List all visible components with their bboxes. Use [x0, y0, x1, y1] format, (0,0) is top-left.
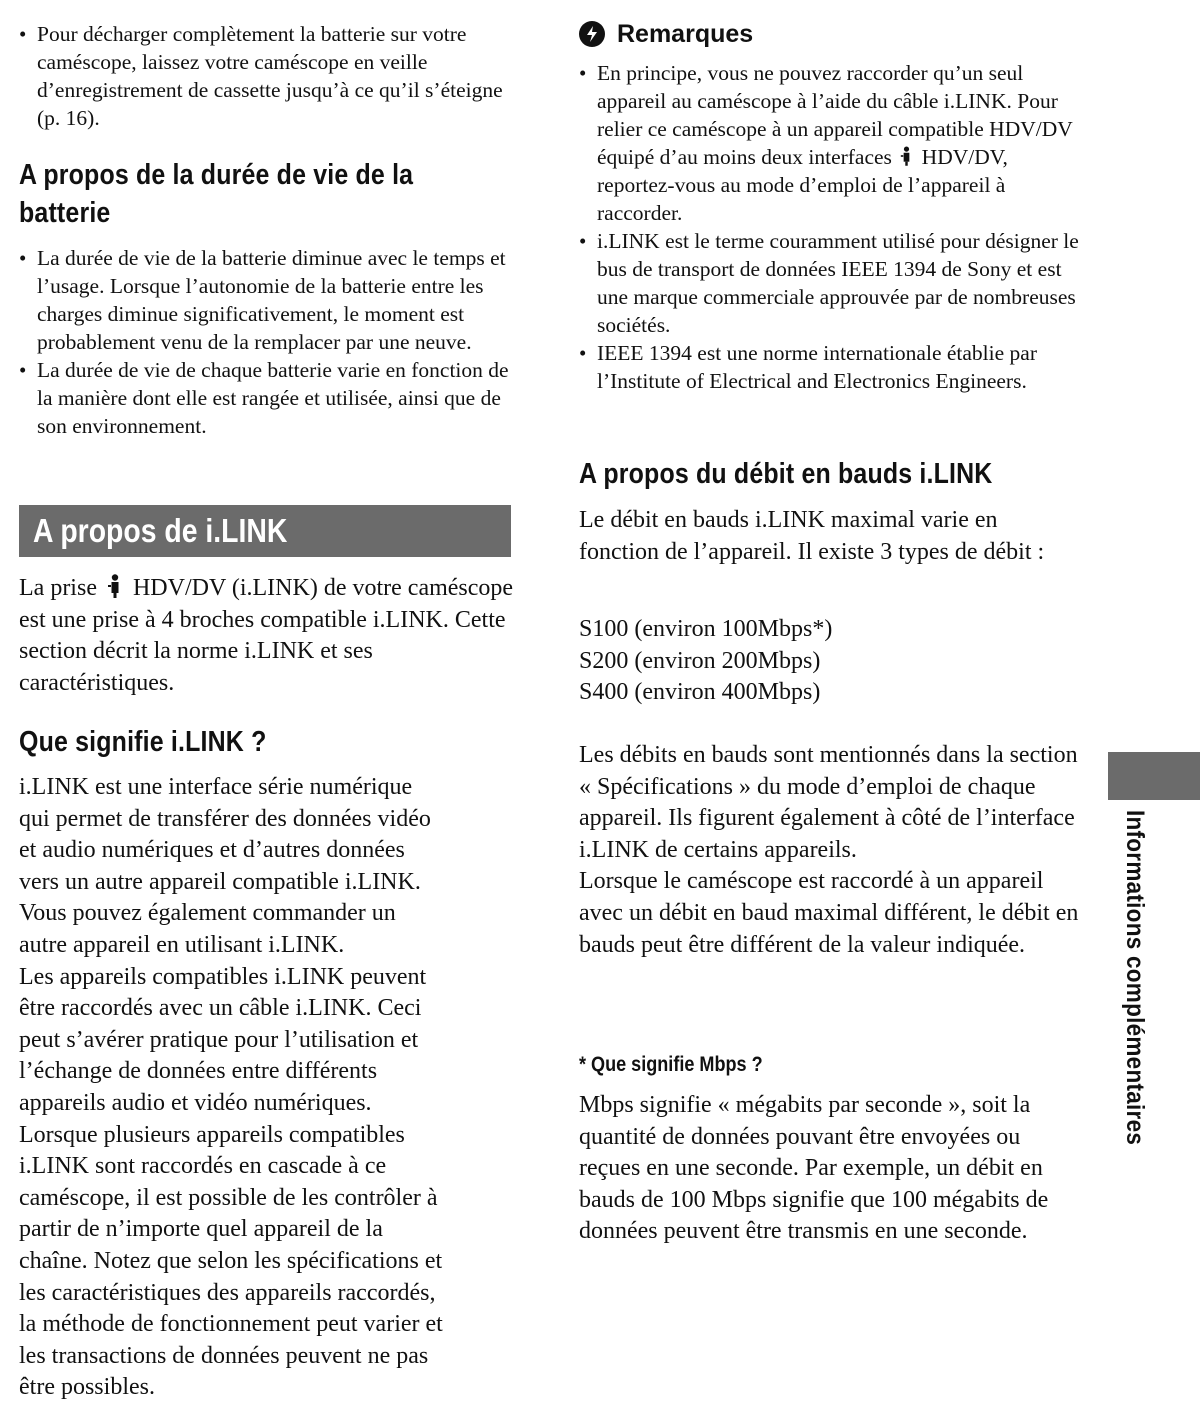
- list-item: [579, 339, 1079, 395]
- bullet-text: Pour décharger complètement la batterie sur votre caméscope, laissez votre caméscope en veille d’enregistrement de cassette jusqu’à ce qu’il s’éteigne (p. 16).: [37, 22, 503, 130]
- ilink-icon: [900, 146, 913, 166]
- side-tab-label: [1120, 810, 1150, 1182]
- intro-text-after: HDV/DV (i.LINK) de votre caméscope est une prise à 4 broches compatible i.LINK. Cette section décrit la norme i.LINK et ses caractéristiques.: [19, 575, 514, 696]
- battery-life-bullets: [19, 244, 515, 440]
- baud-intro: Le débit en bauds i.LINK maximal varie en fonction de l’appareil. Il existe 3 types de débit :: [579, 507, 1045, 565]
- list-item: [19, 244, 515, 356]
- baud-para-1: Les débits en bauds sont mentionnés dans la section « Spécifications » du mode d’emploi de chaque appareil. Ils figurent également à côté de l’interface i.LINK de certains appareils.: [579, 742, 1078, 863]
- body-line: les transactions de données peuvent ne pas: [19, 1342, 429, 1369]
- notes-title: Remarques: [617, 20, 754, 48]
- body-line: les caractéristiques des appareils raccordés,: [19, 1279, 436, 1306]
- rate-line-s200: S200 (environ 200Mbps): [579, 647, 821, 674]
- bullet-dot: •: [19, 358, 27, 382]
- notes-list: [579, 59, 1079, 395]
- list-item: [19, 356, 515, 440]
- bullet-dot: •: [579, 61, 587, 85]
- body-line: i.LINK est une interface série numérique: [19, 774, 413, 800]
- rate-line-s100: S100 (environ 100Mbps*): [579, 616, 833, 642]
- baud-details-block: [579, 740, 1079, 961]
- body-line: peut s’avérer pratique pour l’utilisation et: [19, 1026, 419, 1053]
- heading-battery-life-line2: batterie: [19, 197, 111, 229]
- mbps-heading-block: [579, 1051, 1079, 1079]
- bullet-text: La durée de vie de chaque batterie varie en fonction de la manière dont elle est rangée et utilisée, ainsi que de son environnement.: [37, 358, 509, 438]
- ilink-icon: [107, 574, 123, 598]
- body-line: la méthode de fonctionnement peut varier et: [19, 1311, 443, 1338]
- bullet-text: HDV/DV, reportez-vous au mode d’emploi de l’appareil à raccorder.: [597, 145, 1008, 225]
- list-item: [19, 20, 515, 132]
- side-tab-marker: [1108, 752, 1200, 800]
- mbps-text: Mbps signifie « mégabits par seconde », soit la quantité de données pouvant être envoyées ou reçues en une seconde. Par exemple, un débit en bauds de 100 Mbps signifie que 100 mégabits de données peuvent être transmis en une seconde.: [579, 1092, 1049, 1245]
- intro-text-before: La prise: [19, 575, 97, 601]
- what-is-ilink-section: [19, 723, 515, 761]
- top-bullet-block: [19, 20, 515, 132]
- bullet-text: i.LINK est le terme couramment utilisé pour désigner le bus de transport de données IEEE 1394 de Sony et est une marque commerciale approuvée par de nombreuses sociétés.: [597, 229, 1079, 337]
- ilink-intro: [19, 573, 515, 699]
- what-is-ilink-body: [19, 772, 515, 1404]
- notes-warning-icon: [579, 21, 605, 47]
- list-item: [579, 59, 1079, 227]
- bullet-dot: •: [579, 341, 587, 365]
- heading-baud-rate: A propos du débit en bauds i.LINK: [579, 458, 993, 490]
- mbps-body-block: [579, 1090, 1079, 1248]
- body-line: autre appareil en utilisant i.LINK.: [19, 931, 345, 958]
- baud-section-heading: [579, 455, 1079, 493]
- rate-line-s400: S400 (environ 400Mbps): [579, 679, 821, 706]
- body-line: qui permet de transférer des données vidéo: [19, 805, 431, 832]
- body-line: appareils audio et vidéo numériques.: [19, 1089, 372, 1116]
- body-line: Vous pouvez également commander un: [19, 900, 396, 927]
- notes-bullets: [579, 59, 1079, 395]
- list-item: [579, 227, 1079, 339]
- section-header-ilink: [19, 505, 511, 557]
- body-line: chaîne. Notez que selon les spécifications et: [19, 1247, 443, 1274]
- section-title: A propos de i.LINK: [33, 512, 288, 549]
- intro-paragraph: [19, 573, 515, 699]
- baud-intro-block: [579, 505, 1079, 568]
- bullet-dot: •: [19, 246, 27, 270]
- top-bullet-list: [19, 20, 515, 132]
- body-line: l’échange de données entre différents: [19, 1058, 378, 1085]
- heading-battery-life-line1: A propos de la durée de vie de la: [19, 159, 414, 191]
- bullet-text: IEEE 1394 est une norme internationale établie par l’Institute of Electrical and Electronics Engineers.: [597, 341, 1037, 393]
- side-tab-label-text: Informations complémentaires: [1121, 810, 1149, 1146]
- baud-rates-block: [579, 614, 1079, 709]
- body-line: vers un autre appareil compatible i.LINK.: [19, 868, 421, 895]
- baud-para-2: Lorsque le caméscope est raccordé à un appareil avec un débit en baud maximal différent, le débit en bauds peut être différent de la valeur indiquée.: [579, 868, 1079, 958]
- notes-heading: [579, 19, 1079, 49]
- bullet-text: La durée de vie de la batterie diminue avec le temps et l’usage. Lorsque l’autonomie de la batterie entre les charges diminue significativement, le moment est probablement venu de la remplacer par une neuve.: [37, 246, 506, 354]
- battery-life-list: [19, 244, 515, 440]
- body-line: i.LINK sont raccordés en cascade à ce: [19, 1153, 387, 1180]
- body-line: et audio numériques et d’autres données: [19, 837, 405, 864]
- bullet-text: En principe, vous ne pouvez raccorder qu’un seul appareil au caméscope à l’aide du câble i.LINK. Pour relier ce caméscope à un appareil compatible HDV/DV équipé d’au moins deux interfaces: [597, 61, 1073, 169]
- bullet-dot: •: [19, 22, 27, 46]
- body-line: partir de n’importe quel appareil de la: [19, 1216, 383, 1243]
- notes-title-row: [579, 19, 1079, 49]
- bullet-dot: •: [579, 229, 587, 253]
- body-line: être raccordés avec un câble i.LINK. Ceci: [19, 995, 422, 1022]
- body-line: Lorsque plusieurs appareils compatibles: [19, 1121, 405, 1148]
- heading-mbps: * Que signifie Mbps ?: [579, 1053, 763, 1076]
- battery-life-heading: [19, 156, 515, 232]
- body-line: caméscope, il est possible de les contrôler à: [19, 1184, 438, 1211]
- body-line: Les appareils compatibles i.LINK peuvent: [19, 963, 427, 990]
- body-line: être possibles.: [19, 1374, 155, 1401]
- heading-what-is-ilink: Que signifie i.LINK ?: [19, 726, 267, 758]
